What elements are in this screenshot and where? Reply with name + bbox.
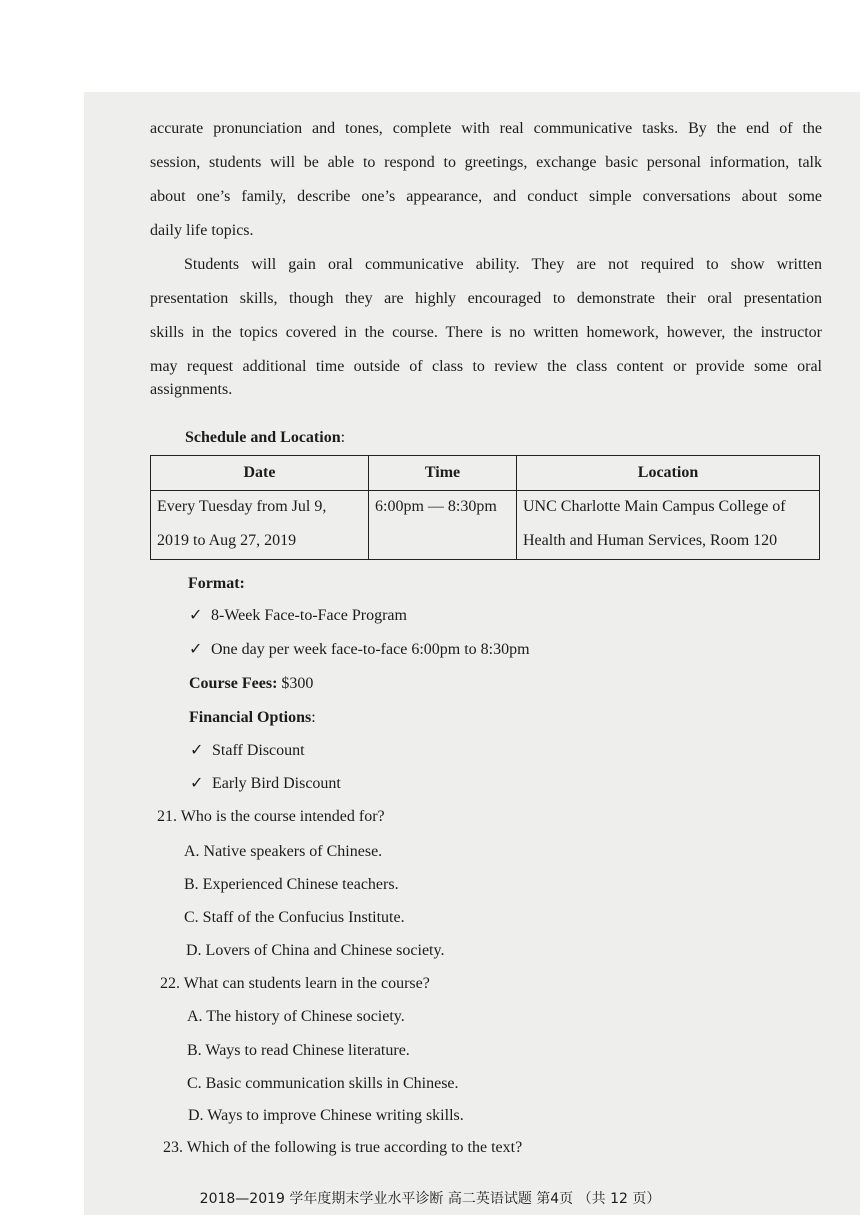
financial-item-text: Early Bird Discount — [212, 775, 341, 792]
checkmark-icon: ✓ — [189, 641, 203, 658]
format-item-text: One day per week face-to-face 6:00pm to 8:30pm — [211, 641, 530, 658]
passage-paragraph-2 — [150, 252, 822, 402]
table-row — [151, 491, 820, 560]
passage-line: accurate pronunciation and tones, complete with real communicative tasks. By the end of the — [150, 120, 822, 137]
question-option: B. Experienced Chinese teachers. — [184, 876, 399, 893]
passage-line: about one’s family, describe one’s appearance, and conduct simple conversations about some — [150, 188, 822, 205]
header-location: Location — [517, 456, 820, 491]
question-option: C. Staff of the Confucius Institute. — [184, 909, 405, 926]
location-line: Health and Human Services, Room 120 — [523, 532, 778, 549]
passage-line: session, students will be able to respond to greetings, exchange basic personal information, talk — [150, 154, 822, 171]
cell-location — [517, 491, 820, 560]
question-option: C. Basic communication skills in Chinese. — [187, 1075, 459, 1092]
financial-options-label: Financial Options — [189, 709, 312, 726]
format-item — [189, 640, 530, 660]
course-fees-value: $300 — [277, 675, 314, 692]
header-date: Date — [151, 456, 369, 491]
question-option: D. Lovers of China and Chinese society. — [186, 942, 445, 959]
question-22-stem: 22. What can students learn in the course? — [160, 975, 430, 992]
course-fees-label: Course Fees: — [189, 675, 278, 692]
schedule-heading-label: Schedule and Location — [185, 429, 341, 446]
passage-line: daily life topics. — [150, 222, 254, 239]
passage-line: Students will gain oral communicative ability. They are not required to show written — [184, 256, 822, 273]
passage-line: presentation skills, though they are highly encouraged to demonstrate their oral presentation — [150, 290, 822, 307]
date-line: 2019 to Aug 27, 2019 — [157, 532, 297, 549]
question-option: D. Ways to improve Chinese writing skills. — [188, 1107, 464, 1124]
question-21-stem: 21. Who is the course intended for? — [157, 808, 385, 825]
passage-paragraph-1 — [150, 116, 822, 252]
checkmark-icon: ✓ — [189, 607, 203, 624]
financial-item-text: Staff Discount — [212, 742, 305, 759]
financial-item — [190, 774, 341, 794]
format-item-text: 8-Week Face-to-Face Program — [211, 607, 407, 624]
question-option: A. The history of Chinese society. — [187, 1008, 405, 1025]
format-label: Format: — [188, 575, 245, 592]
schedule-table — [150, 455, 820, 560]
page-footer: 2018—2019 学年度期末学业水平诊断 高二英语试题 第4页 （共 12 页） — [199, 1191, 661, 1207]
cell-time — [369, 491, 517, 560]
course-fees — [189, 674, 313, 694]
passage-line: may request additional time outside of class to review the class content or provide some oral — [150, 358, 822, 375]
time-value: 6:00pm — 8:30pm — [375, 498, 497, 515]
date-line: Every Tuesday from Jul 9, — [157, 498, 327, 515]
financial-options — [189, 708, 316, 728]
schedule-heading-colon: : — [340, 429, 346, 446]
format-item — [189, 606, 407, 626]
passage-line: skills in the topics covered in the course. There is no written homework, however, the instructor — [150, 324, 822, 341]
checkmark-icon: ✓ — [190, 775, 204, 792]
schedule-heading — [185, 428, 345, 448]
question-option: A. Native speakers of Chinese. — [184, 843, 383, 860]
checkmark-icon: ✓ — [190, 742, 204, 759]
header-time: Time — [369, 456, 517, 491]
financial-item — [190, 741, 305, 761]
cell-date — [151, 491, 369, 560]
question-option: B. Ways to read Chinese literature. — [187, 1042, 410, 1059]
passage-line: assignments. — [150, 381, 233, 398]
location-line: UNC Charlotte Main Campus College of — [523, 498, 786, 515]
financial-options-colon: : — [311, 709, 316, 726]
question-23-stem: 23. Which of the following is true according to the text? — [163, 1139, 523, 1156]
table-header-row — [151, 456, 820, 491]
